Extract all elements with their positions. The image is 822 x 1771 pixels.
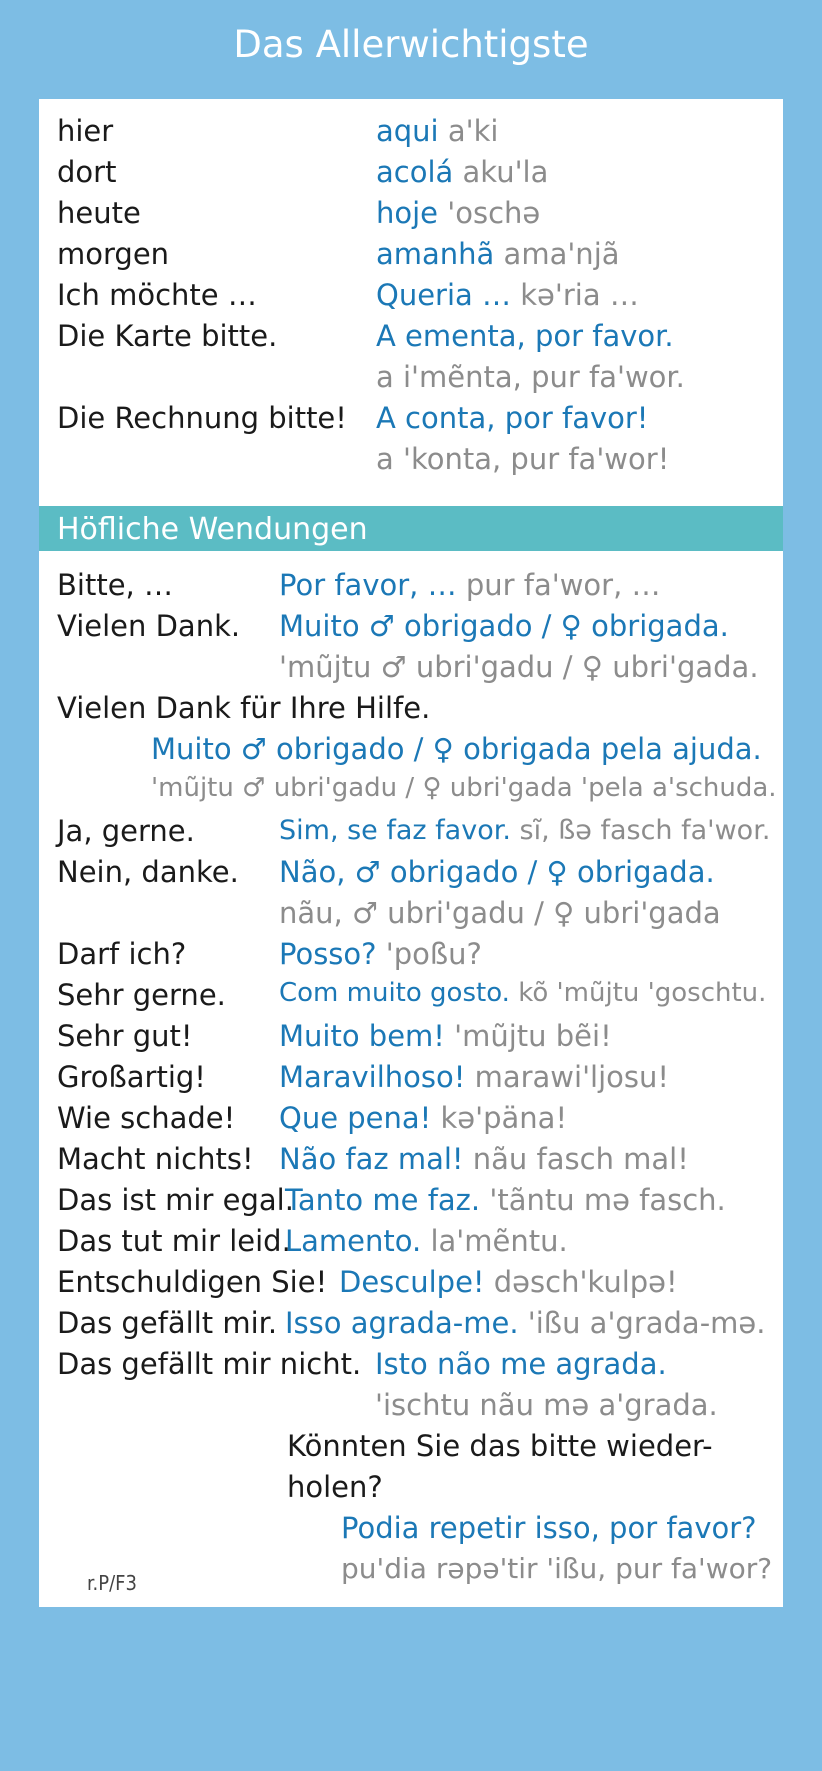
pt-phrase: Muito ♂ obrigado / ♀ obrigada. [279,609,729,643]
pronunciation: 'mũjtu ♂ ubri'gadu / ♀ ubri'gada 'pela a'schuda. [151,773,777,803]
de-phrase: heute [57,196,141,230]
translation-row [376,279,639,312]
de-phrase: Die Rechnung bitte! [57,401,347,435]
de-phrase: hier [57,114,114,148]
pronunciation: aku'la [462,155,549,189]
pt-phrase: Lamento. [285,1224,422,1258]
pronunciation: 'poßu? [385,937,482,971]
pt-phrase: Por favor, … [279,568,457,602]
de-phrase: Vielen Dank. [57,609,241,643]
pronunciation: nãu fasch mal! [472,1142,689,1176]
pt-phrase: Não, ♂ obrigado / ♀ obrigada. [279,855,715,889]
translation-row [279,1143,689,1176]
translation-row [339,1266,678,1299]
translation-row [376,115,498,148]
pt-phrase: Muito bem! [279,1019,445,1053]
section-title: Höfliche Wendungen [57,512,368,547]
phrase-card [39,99,783,1607]
translation-row [279,569,661,602]
de-phrase: Das gefällt mir. [57,1306,278,1340]
pt-phrase: Isso agrada-me. [285,1306,519,1340]
pronunciation: 'ißu a'grada-mə. [527,1306,766,1340]
pt-phrase: A ementa, por favor. [376,319,674,353]
translation-row [279,1102,567,1135]
de-phrase: Das gefällt mir nicht. [57,1347,362,1381]
pt-phrase: Não faz mal! [279,1142,464,1176]
pt-phrase: Muito ♂ obrigado / ♀ obrigada pela ajuda. [151,732,762,766]
pt-phrase: Maravilhoso! [279,1060,466,1094]
de-phrase-continued: holen? [287,1470,383,1504]
pt-phrase: aqui [376,114,439,148]
pronunciation: marawi'ljosu! [474,1060,670,1094]
pt-phrase: hoje [376,196,439,230]
translation-row [285,1307,765,1340]
pronunciation: dəsch'kulpə! [493,1265,678,1299]
pt-phrase: A conta, por favor! [376,401,649,435]
translation-row [376,197,540,230]
pt-phrase: Sim, se faz favor. [279,815,511,846]
pronunciation: kə'ria … [520,278,639,312]
translation-row [279,938,482,971]
translation-row [279,815,770,846]
pt-phrase: Que pena! [279,1101,432,1135]
pt-phrase: acolá [376,155,454,189]
page-code: r.P/F3 [87,1571,137,1595]
translation-row [285,1225,568,1258]
de-phrase: Wie schade! [57,1101,236,1135]
pt-phrase: Queria … [376,278,512,312]
de-phrase: Ja, gerne. [57,814,195,848]
translation-row [279,1061,669,1094]
de-phrase: Nein, danke. [57,855,239,889]
translation-row [279,979,766,1009]
pronunciation: 'oschə [447,196,541,230]
de-phrase: Vielen Dank für Ihre Hilfe. [57,691,431,725]
pronunciation: kə'päna! [440,1101,568,1135]
pronunciation: a'ki [447,114,499,148]
pronunciation: la'mẽntu. [430,1224,568,1258]
de-phrase: dort [57,155,117,189]
pronunciation: a 'konta, pur fa'wor! [376,442,670,476]
de-phrase: Bitte, … [57,568,173,602]
de-phrase: Das ist mir egal. [57,1183,294,1217]
de-phrase: Großartig! [57,1060,206,1094]
de-phrase: Ich möchte … [57,278,257,312]
pronunciation: nãu, ♂ ubri'gadu / ♀ ubri'gada [279,896,721,930]
pt-phrase: Com muito gosto. [279,978,510,1008]
de-phrase: Sehr gerne. [57,978,226,1012]
de-phrase: Entschuldigen Sie! [57,1265,328,1299]
pronunciation: 'tãntu mə fasch. [489,1183,726,1217]
translation-row [376,238,620,271]
pt-phrase: Posso? [279,937,377,971]
pronunciation: sĩ, ßə fasch fa'wor. [519,815,771,846]
section-header [39,506,783,551]
pronunciation: ama'njã [503,237,620,271]
pronunciation: pur fa'wor, … [465,568,661,602]
pt-phrase: Tanto me faz. [285,1183,481,1217]
pronunciation: 'ischtu nãu mə a'grada. [375,1388,718,1422]
pronunciation: 'mũjtu ♂ ubri'gadu / ♀ ubri'gada. [279,650,759,684]
translation-row [285,1184,726,1217]
de-phrase: Das tut mir leid. [57,1224,291,1258]
page-title: Das Allerwichtigste [233,23,589,66]
translation-row [376,156,548,189]
pt-phrase: Isto não me agrada. [375,1347,667,1381]
de-phrase: morgen [57,237,170,271]
de-phrase: Sehr gut! [57,1019,193,1053]
pt-phrase: Desculpe! [339,1265,485,1299]
pt-phrase: Podia repetir isso, por favor? [341,1511,757,1545]
pronunciation: a i'mẽnta, pur fa'wor. [376,360,685,394]
pronunciation: pu'dia rəpə'tir 'ißu, pur fa'wor? [341,1552,773,1585]
de-phrase: Könnten Sie das bitte wieder- [287,1429,713,1463]
pronunciation: 'mũjtu bẽi! [454,1019,612,1053]
translation-row [279,1020,612,1053]
de-phrase: Macht nichts! [57,1142,254,1176]
de-phrase: Die Karte bitte. [57,319,278,353]
de-phrase: Darf ich? [57,937,187,971]
pt-phrase: amanhã [376,237,495,271]
pronunciation: kõ 'mũjtu 'goschtu. [518,978,767,1008]
